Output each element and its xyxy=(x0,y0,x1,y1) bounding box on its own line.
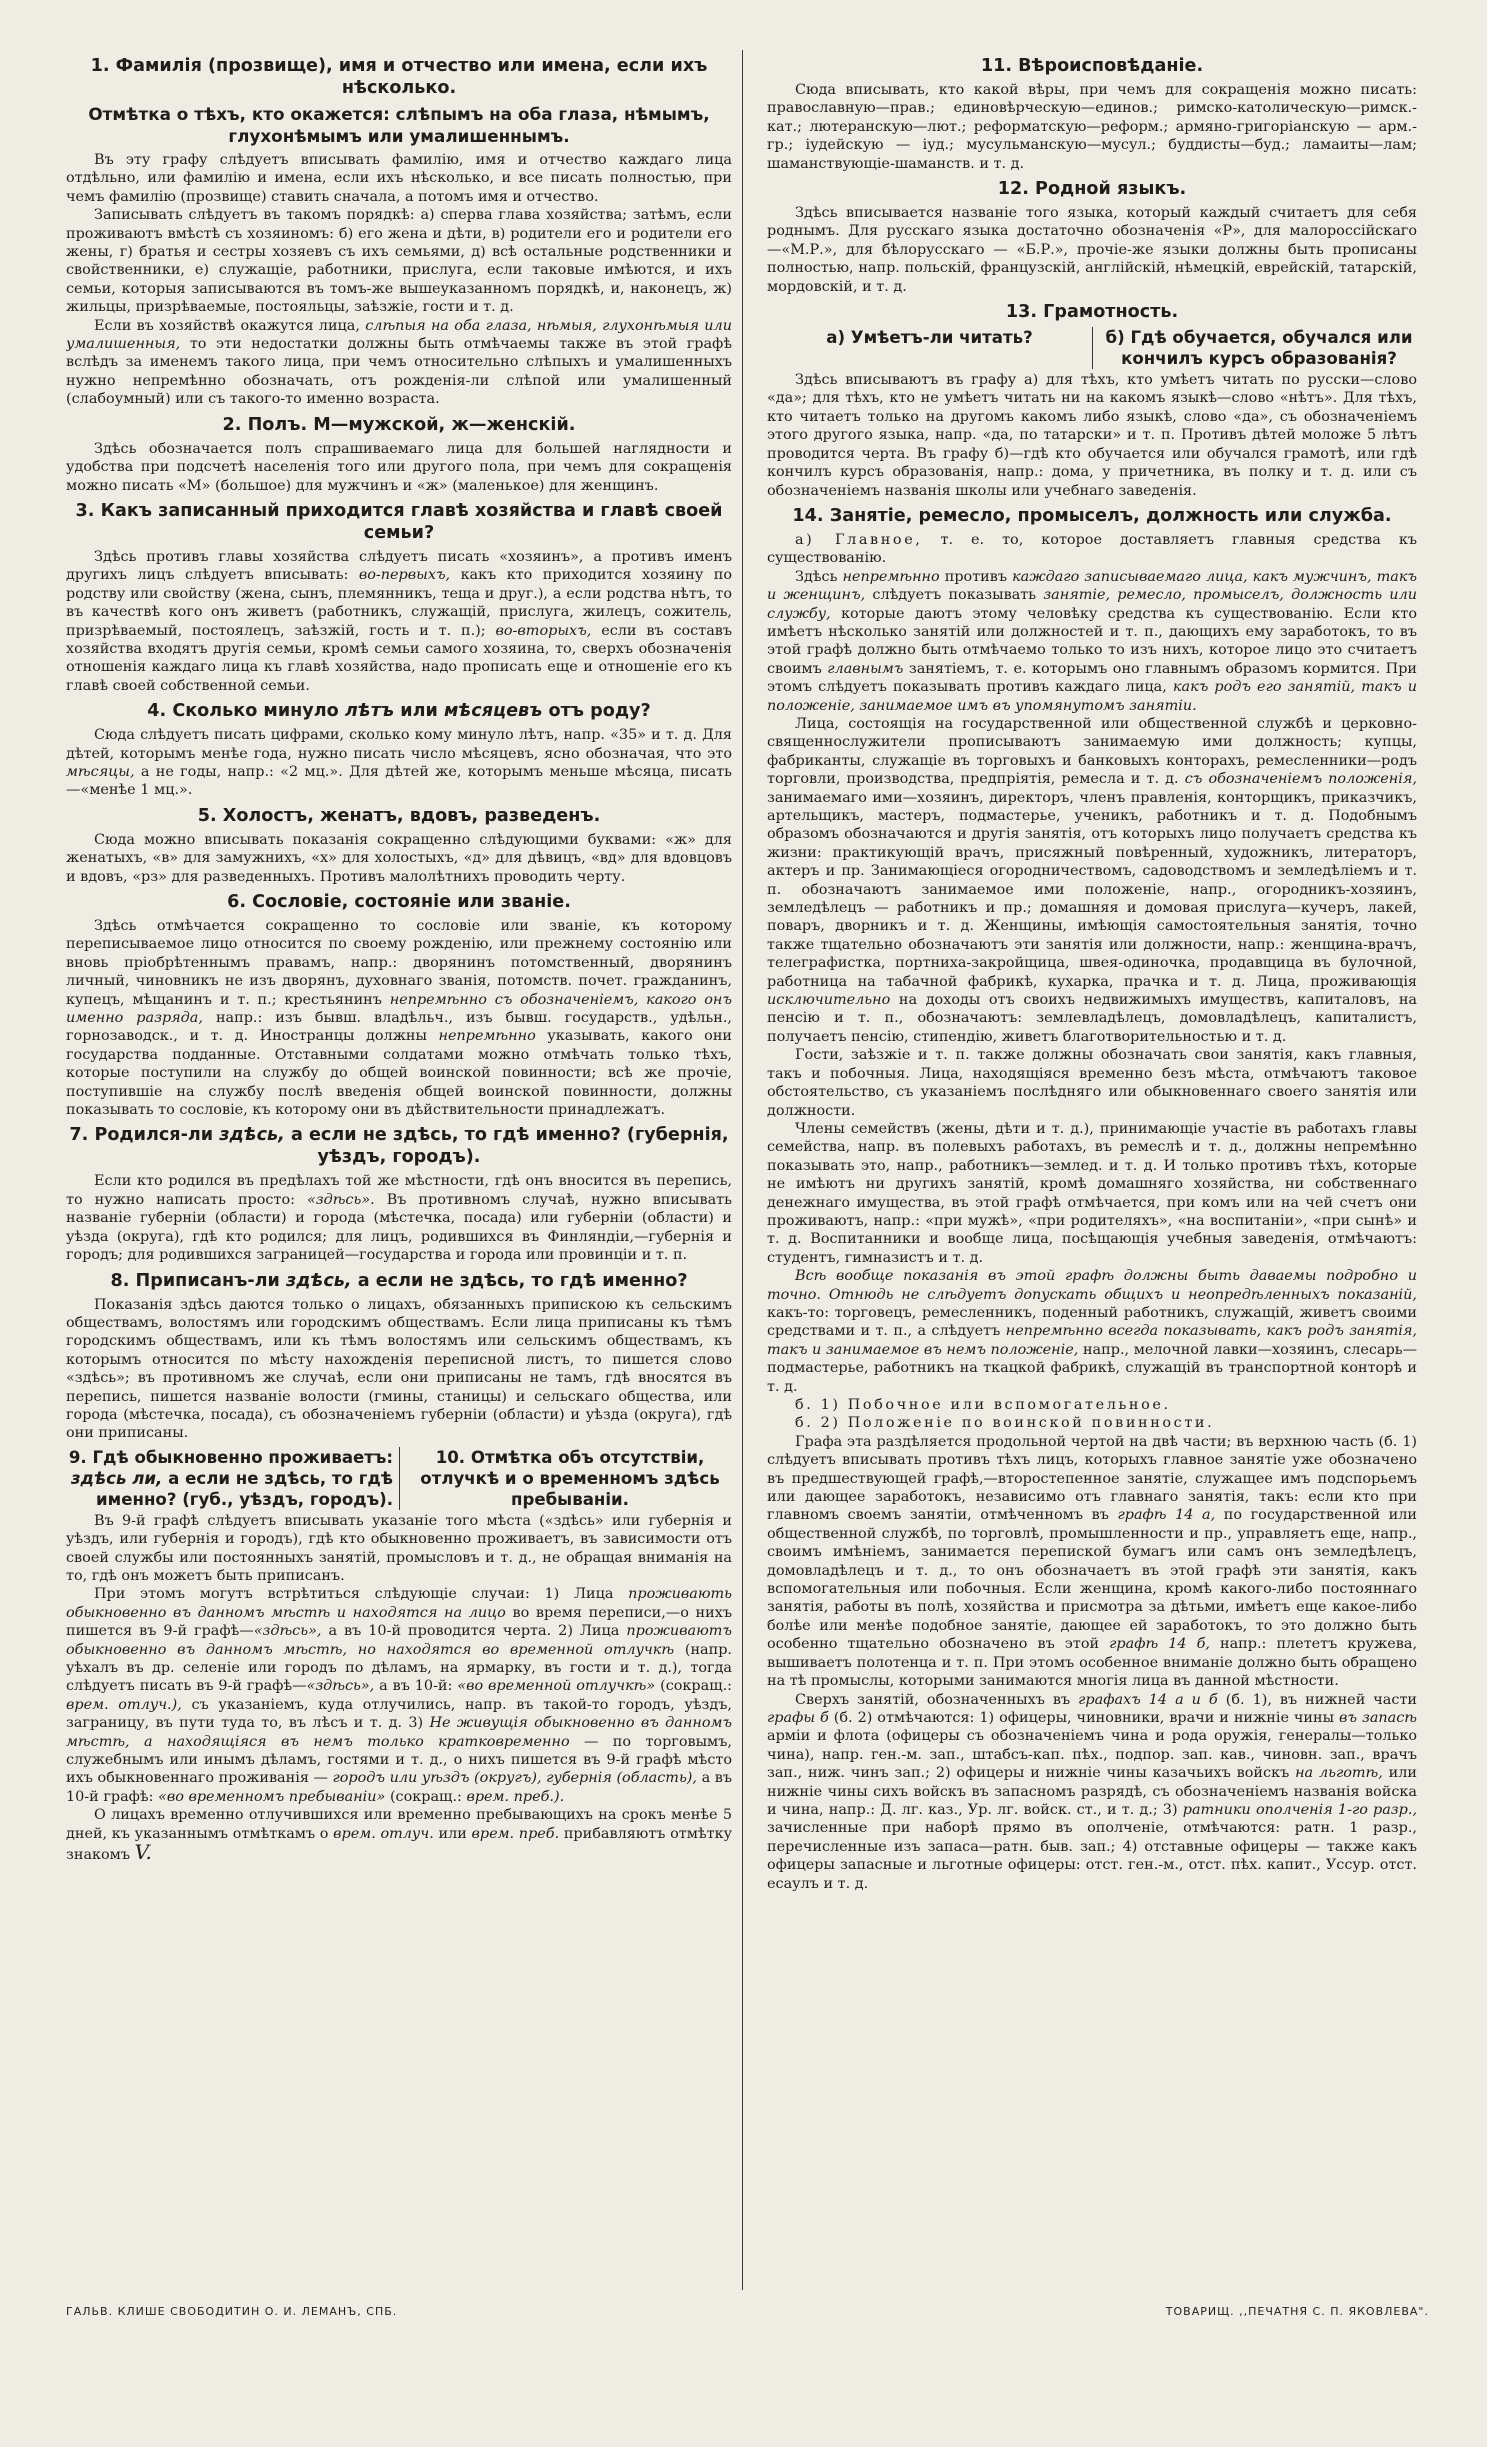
paragraph: О лицахъ временно отлучившихся или временно пребывающихъ на срокъ менѣе 5 дней, къ указаннымъ отмѣткамъ о врем. отлуч. или врем. преб. прибавляютъ отмѣтку знакомъ V. xyxy=(66,1807,732,1865)
section-6-title: 6. Сословіе, состояніе или званіе. xyxy=(227,892,571,912)
section-1-subtitle: Отмѣтка о тѣхъ, кто окажется: слѣпымъ на оба глаза, нѣмымъ, глухонѣмымъ или умалишеннымъ. xyxy=(88,104,710,146)
paragraph: При этомъ могутъ встрѣтиться слѣдующіе случаи: 1) Лица проживають обыкновенно въ данномъ мѣстѣ и находятся на лицо во время переписи,—о нихъ пишется въ 9-й графѣ—«здѣсь», а въ 10-й проводится черта. 2) Лица проживаютъ обыкновенно въ данномъ мѣстѣ, но находятся во временной отлучкѣ (напр. уѣхалъ въ др. селеніе или городъ по дѣламъ, на ярмарку, въ гости и т. д.), тогда слѣдуетъ писать въ 9-й графѣ—«здѣсь», а въ 10-й: «во временной отлучкѣ» (сокращ.: врем. отлуч.), съ указаніемъ, куда отлучились, напр. въ такой-то городъ, уѣздъ, заграницу, въ пути туда то, въ лѣсъ и т. д. 3) Не живущія обыкновенно въ данномъ мѣстѣ, а находящіяся въ немъ только кратковременно — по торговымъ, служебнымъ или инымъ дѣламъ, гостями и т. д., о нихъ пишется въ 9-й графѣ мѣсто ихъ обыкновеннаго проживанія — городъ или уѣздъ (округъ), губернія (область), а въ 10-й графѣ: «во временномъ пребываніи» (сокращ.: врем. преб.). xyxy=(66,1586,732,1805)
section-1-title: 1. Фамилія (прозвище), имя и отчество или имена, если ихъ нѣсколько. xyxy=(90,56,708,98)
footer-right-imprint: ТОВАРИЩ. ,,ПЕЧАТНЯ С. П. ЯКОВЛЕВА". xyxy=(1165,2305,1429,2318)
paragraph: Здѣсь обозначается полъ спрашиваемаго лица для большей наглядности и удобства при подсчетѣ населенія того или другого пола, при чемъ для сокращенія можно писать «М» (большое) для мужчинъ и «ж» (маленькое) для женщинъ. xyxy=(66,440,732,494)
printer-footer xyxy=(66,2305,1429,2318)
section-13-title: 13. Грамотность. xyxy=(1005,302,1179,323)
paragraph: Гости, заѣзжіе и т. п. также должны обозначать свои занятія, какъ главныя, такъ и побочныя. Лица, находящіяся временно безъ мѣста, отмѣчаютъ таковое обстоятельство, съ указаніемъ послѣдняго или обыкновеннаго своего занятія или должности. xyxy=(767,1047,1417,1119)
paragraph: Сюда вписывать, кто какой вѣры, при чемъ для сокращенія можно писать: православную—прав.; единовѣрческую—единов.; римско-католическую—римск.-кат.; лютеранскую—лют.; реформатскую—реформ.; армяно-григоріанскую — арм.-гр.; іудейскую — іуд.; мусульманскую—мусул.; буддисты—буд.; ламаиты—лам; шаманствующіе-шаманств. и т. д. xyxy=(767,82,1417,172)
section-5-title: 5. Холостъ, женатъ, вдовъ, разведенъ. xyxy=(197,805,601,826)
paragraph: Въ эту графу слѣдуетъ вписывать фамилію, имя и отчество каждаго лица отдѣльно, или фамилію и имена, если ихъ нѣсколько, и все писать полностью, при чемъ фамилію (прозвище) ставить сначала, а потомъ имя и отчество. xyxy=(66,152,732,205)
paragraph: Сюда слѣдуетъ писать цифрами, сколько кому минуло лѣтъ, напр. «35» и т. д. Для дѣтей, которымъ менѣе года, нужно писать число мѣсяцевъ, ясно обозначая, что это мѣсяцы, а не годы, напр.: «2 мц.». Для дѣтей же, которымъ меньше мѣсяца, писать—«менѣе 1 мц.». xyxy=(66,727,732,799)
section-8-title: 8. Приписанъ-ли здѣсь, а если не здѣсь, то гдѣ именно? xyxy=(110,1270,688,1291)
section-9-title: 9. Гдѣ обыкновенно проживаетъ: здѣсь ли, а если не здѣсь, то гдѣ именно? (губ., уѣздъ, городъ). xyxy=(68,1447,393,1509)
section-13a-title: а) Умѣетъ-ли читать? xyxy=(826,328,1033,348)
paragraph: Сюда можно вписывать показанія сокращенно слѣдующими буквами: «ж» для женатыхъ, «в» для замужнихъ, «х» для холостыхъ, «д» для дѣвицъ, «вд» для вдовцовъ и вдовъ, «рз» для разведенныхъ. Противъ малолѣтнихъ проводить черту. xyxy=(66,831,732,885)
section-13a-header xyxy=(767,327,1092,369)
section-9-header xyxy=(66,1447,399,1510)
column-divider xyxy=(742,50,743,2290)
paragraph: Сверхъ занятій, обозначенныхъ въ графахъ 14 а и б (б. 1), въ нижней части графы б (б. 2) отмѣчаются: 1) офицеры, чиновники, врачи и нижніе чины въ запасѣ арміи и флота (офицеры съ обозначеніемъ чина и рода оружія, генералы—только чина), напр. ген.-м. зап., штабсъ-кап. пѣх., подпор. зап. кав., чиновн. зап., врачъ зап., ниж. чинъ зап.; 2) офицеры и нижніе чины казачьихъ войскъ на льготѣ, или нижніе чины сихъ войскъ въ запасномъ разрядѣ, съ обозначеніемъ названія войска и чина, напр.: Д. лг. каз., Ур. лг. войск. ст., и т. д.; 3) ратники ополченія 1-го разр., зачисленные при наборѣ прямо въ ополченіе, отмѣчаются: ратн. 1 разр., перечисленные изъ запаса—ратн. быв. зап.; 4) отставные офицеры — также какъ офицеры запасные и льготные офицеры: отст. ген.-м., отст. пѣх. капит., Уссур. отст. есаулъ и т. д. xyxy=(767,1691,1417,1892)
paragraph: Графа эта раздѣляется продольной чертой на двѣ части; въ верхнюю часть (б. 1) слѣдуетъ вписывать противъ тѣхъ лицъ, которыхъ главное занятіе уже обозначено въ предшествующей графѣ,—второстепенное занятіе, служащее имъ подспорьемъ или дающее заработокъ, независимо отъ главнаго занятія, такъ: если кто при главномъ своемъ занятіи, отмѣченномъ въ графѣ 14 а, по государственной или общественной службѣ, по торговлѣ, промышленности и пр., управляетъ еще, напр., своимъ имѣніемъ, занимается перепиской бумагъ или самъ онъ земледѣлецъ, домовладѣлецъ и т. д., то онъ обозначаетъ въ этой графѣ эти занятія, какъ вспомогательныя или побочныя. Если женщина, кромѣ какого-либо постояннаго занятія, работы въ полѣ, хозяйства и присмотра за дѣтьми, имѣетъ еще какое-либо болѣе или менѣе подобное занятіе, дающее ей заработокъ, то это должно быть особенно тщательно обозначено въ этой графѣ 14 б, напр.: плететъ кружева, вышиваетъ полотенца и т. п. При этомъ особенное вниманіе должно быть обращено на тѣ промыслы, которыми занимаются многія лица въ данной мѣстности. xyxy=(767,1433,1417,1690)
paragraph: а) Главное, т. е. то, которое доставляетъ главныя средства къ существованію. xyxy=(767,531,1417,567)
subsection-b1-heading: б. 1) Побочное или вспомогательное. xyxy=(795,1397,1171,1413)
paragraph: Здѣсь противъ главы хозяйства слѣдуетъ писать «хозяинъ», а противъ именъ другихъ лицъ слѣдуетъ вписывать: во-первыхъ, какъ кто приходится хозяину по родству или свойству (жена, сынъ, племянникъ, теща и друг.), а если родства нѣтъ, то въ качествѣ кого онъ живетъ (работникъ, служащій, прислуга, жилецъ, сожитель, призрѣваемый, постоялецъ, заѣзжій, гость и т. п.); во-вторыхъ, если въ составъ хозяйства входятъ другія семьи, кромѣ семьи самого хозяина, то, сверхъ обозначенія отношенія каждаго лица къ главѣ хозяйства, надо прописать еще и отношеніе его къ главѣ своей собственной семьи. xyxy=(66,548,732,694)
right-column xyxy=(767,50,1417,2290)
section-2-title: 2. Полъ. М—мужской, ж—женскій. xyxy=(222,414,576,435)
section-13b-header xyxy=(1092,327,1417,369)
section-4-title: 4. Сколько минуло лѣтъ или мѣсяцевъ отъ роду? xyxy=(147,701,651,722)
section-14-title: 14. Занятіе, ремесло, промыселъ, должность или служба. xyxy=(792,505,1392,526)
paragraph: Члены семействъ (жены, дѣти и т. д.), принимающіе участіе въ работахъ главы семейства, напр. въ полевыхъ работахъ, въ ремеслѣ и т. д., должны непремѣнно показывать это, напр., работникъ—землед. и т. д. И только противъ тѣхъ, которые не имѣютъ ни другихъ занятій, кромѣ домашняго хозяйства, ни собственнаго денежнаго имущества, въ этой графѣ отмѣчается, при комъ или на чей счетъ они проживаютъ, напр.: «при мужѣ», «при родителяхъ», «на воспитаніи», «при сынѣ» и т. д. Воспитанники и вообще лица, посѣщающія учебныя заведенія, отмѣчаютъ: студентъ, гимназистъ и т. д. xyxy=(767,1120,1417,1266)
section-13b-title: б) Гдѣ обучается, обучался или кончилъ курсъ образованія? xyxy=(1105,328,1413,369)
section-12-title: 12. Родной языкъ. xyxy=(997,179,1187,200)
paragraph: Здѣсь отмѣчается сокращенно то сословіе или званіе, къ которому переписываемое лицо относится по своему рожденію, или прежнему состоянію или вновь пріобрѣтеннымъ правамъ, напр.: дворянинъ потомственный, дворянинъ личный, чиновникъ не изъ дворянъ, духовнаго званія, потомств. почет. гражданинъ, купецъ, мѣщанинъ и т. п.; крестьянинъ непремѣнно съ обозначеніемъ, какого онъ именно разряда, напр.: изъ бывш. владѣльч., изъ бывш. государств., удѣльн., горнозаводск., и т. д. Иностранцы должны непремѣнно указывать, какого они государства подданные. Отставными солдатами можно отмѣчать только тѣхъ, которые поступили на службу до общей воинской повинности; всѣ же прочіе, поступившіе на службу послѣ введенія общей воинской повинности, должны показывать то сословіе, къ которому они въ дѣйствительности принадлежатъ. xyxy=(66,918,732,1119)
paragraph: Въ 9-й графѣ слѣдуетъ вписывать указаніе того мѣста («здѣсь» или губернія и уѣздъ, или губернія и городъ), гдѣ кто обыкновенно проживаетъ, въ зависимости отъ своей службы или постоянныхъ занятій, промысловъ и т. д., не обращая вниманія на то, гдѣ онъ можетъ быть приписанъ. xyxy=(66,1512,732,1584)
paragraph: Лица, состоящія на государственной или общественной службѣ и церковно-священнослужители прописываютъ занимаемую ими должность; купцы, фабриканты, служащіе въ торговыхъ и банковыхъ конторахъ, ремесленники—родъ торговли, производства, предпріятія, ремесла и т. д. съ обозначеніемъ положенія, занимаемаго ими—хозяинъ, директоръ, членъ правленія, конторщикъ, приказчикъ, артельщикъ, мастеръ, подмастерье, ученикъ, работникъ и т. д. Подобнымъ образомъ обозначаются и другія занятія, отъ которыхъ лицо получаетъ средства къ жизни: практикующій врачъ, присяжный повѣренный, художникъ, литераторъ, актеръ и пр. Занимающіеся огородничествомъ, садоводствомъ и земледѣліемъ и т. п. обозначаютъ занимаемое ими положеніе, напр., огородникъ-хозяинъ, земледѣлецъ — работникъ и пр.; домашняя и домовая прислуга—кучеръ, лакей, поваръ, дворникъ и т. д. Женщины, имѣющія самостоятельныя занятія, точно также тщательно обозначаютъ эти занятія или должности, напр.: женщина-врачъ, телеграфистка, портниха-закройщица, швея-одиночка, продавщица въ булочной, работница на табачной фабрикѣ, кухарка, прачка и т. д. Лица, проживающія исключительно на доходы отъ своихъ недвижимыхъ имуществъ, капиталовъ, на пенсію и т. п., обозначаютъ: землевладѣлецъ, домовладѣлецъ, капиталистъ, получаетъ пенсію, стипендію, живетъ благотворительностью и т. д. xyxy=(767,715,1417,1045)
two-columns xyxy=(66,50,1429,2290)
section-13-subheaders xyxy=(767,327,1417,369)
section-7-title: 7. Родился-ли здѣсь, а если не здѣсь, то гдѣ именно? (губернія, уѣздъ, городъ). xyxy=(69,1125,729,1168)
paragraph: Записывать слѣдуетъ въ такомъ порядкѣ: а) сперва глава хозяйства; затѣмъ, если проживаютъ вмѣстѣ съ хозяиномъ: б) его жена и дѣти, в) родители его и родители его жены, г) братья и сестры хозяевъ съ ихъ семьями, д) всѣ остальные родственники и свойственники, е) служащіе, работники, прислуга, если таковые имѣются, и ихъ семьи, которыя записываются въ томъ-же вышеуказанномъ порядкѣ, и, наконецъ, ж) жильцы, призрѣваемые, постояльцы, заѣзжіе, гости и т. д. xyxy=(66,207,732,316)
section-11-title: 11. Вѣроисповѣданіе. xyxy=(980,56,1204,76)
paragraph: Здѣсь вписываютъ въ графу а) для тѣхъ, кто умѣетъ читать по русски—слово «да»; для тѣхъ, кто не умѣетъ читать ни на какомъ языкѣ—слово «нѣтъ». Для тѣхъ, кто читаетъ только на другомъ какомъ либо языкѣ, слово «да», съ обозначеніемъ этого другого языка, напр. «да, по татарски» и т. п. Противъ дѣтей моложе 5 лѣтъ проводится черта. Въ графу б)—гдѣ кто обучается или обучался грамотѣ, или гдѣ кончилъ курсъ образованія, напр.: дома, у причетника, въ полку и т. д. или съ обозначеніемъ названія школы или учебнаго заведенія. xyxy=(767,372,1417,499)
footer-left-imprint: ГАЛЬВ. КЛИШЕ СВОБОДИТИН О. И. ЛЕМАНЪ, СПБ. xyxy=(66,2305,398,2318)
paragraph: Показанія здѣсь даются только о лицахъ, обязанныхъ припискою къ сельскимъ обществамъ, волостямъ или городскимъ обществамъ. Если лица приписаны къ тѣмъ городскимъ обществамъ, или къ тѣмъ волостямъ или сельскимъ обществамъ, къ которымъ относится по мѣсту нахожденія переписной листъ, то пишется слово «здѣсь»; въ противномъ же случаѣ, если они приписаны не тамъ, гдѣ вносятся въ перепись, пишется названіе волости (гмины, станицы) и сельскаго общества, или города (мѣстечка, посада), съ обозначеніемъ губерніи (области) и уѣзда (округа), гдѣ они приписаны. xyxy=(66,1296,732,1442)
check-mark-symbol: V. xyxy=(134,1840,152,1865)
subsection-b2-heading: б. 2) Положеніе по воинской повинности. xyxy=(795,1415,1215,1432)
paragraph: Всѣ вообще показанія въ этой графѣ должны быть даваемы подробно и точно. Отнюдь не слѣдуетъ допускать общихъ и неопредѣленныхъ показаній, какъ-то: торговецъ, ремесленникъ, поденный работникъ, служащій, живетъ своими средствами и т. п., а слѣдуетъ непремѣнно всегда показывать, какъ родъ занятія, такъ и занимаемое въ немъ положеніе, напр., мелочной лавки—хозяинъ, слесарь—подмастерье, работникъ на ткацкой фабрикѣ, служащій въ транспортной конторѣ и т. д. xyxy=(767,1268,1417,1395)
left-column xyxy=(66,50,732,2290)
paragraph: Если кто родился въ предѣлахъ той же мѣстности, гдѣ онъ вносится въ перепись, то нужно написать просто: «здѣсь». Въ противномъ случаѣ, нужно вписывать названіе губерніи (области) и города (мѣстечка, посада) или губерніи (области) и уѣзда (округа), гдѣ кто родился; для лицъ, родившихся въ Финляндіи,—губернія и городъ; для родившихся заграницей—государства и города или провинціи и т. п. xyxy=(66,1173,732,1264)
section-3-title: 3. Какъ записанный приходится главѣ хозяйства и главѣ своей семьи? xyxy=(75,500,723,543)
paragraph: Здѣсь вписывается названіе того языка, который каждый считаетъ для себя роднымъ. Для русскаго языка достаточно обозначенія «Р», для малороссійскаго—«М.Р.», для бѣлорусскаго — «Б.Р.», прочіе-же языки должны быть прописаны полностью, напр. польскій, французскій, англійскій, нѣмецкій, еврейскій, татарскій, мордовскій, и т. д. xyxy=(767,205,1417,295)
section-9-10-header xyxy=(66,1447,732,1510)
section-10-title: 10. Отмѣтка объ отсутствіи, отлучкѣ и о временномъ здѣсь пребываніи. xyxy=(420,1447,720,1509)
paragraph: Если въ хозяйствѣ окажутся лица, слѣпыя на оба глаза, нѣмыя, глухонѣмыя или умалишенныя, то эти недостатки должны быть отмѣчаемы также въ этой графѣ вслѣдъ за именемъ такого лица, при чемъ относительно слѣпыхъ и умалишенныхъ нужно непремѣнно обозначать, отъ рожденія-ли слѣпой или умалишенный (слабоумный) или съ такого-то именно возраста. xyxy=(66,317,732,408)
section-10-header xyxy=(399,1447,732,1510)
paragraph: Здѣсь непремѣнно противъ каждаго записываемаго лица, какъ мужчинъ, такъ и женщинъ, слѣдуетъ показывать занятіе, ремесло, промыселъ, должность или службу, которые даютъ этому человѣку средства къ существованію. Если кто имѣетъ нѣсколько занятій или должностей и т. п., дающихъ ему заработокъ, то въ этой графѣ должно быть отмѣчаемо только то изъ нихъ, которое лицо это считаетъ своимъ главнымъ занятіемъ, т. е. которымъ оно главнымъ образомъ кормится. При этомъ слѣдуетъ показывать противъ каждаго лица, какъ родъ его занятій, такъ и положеніе, занимаемое имъ въ упомянутомъ занятіи. xyxy=(767,568,1417,714)
